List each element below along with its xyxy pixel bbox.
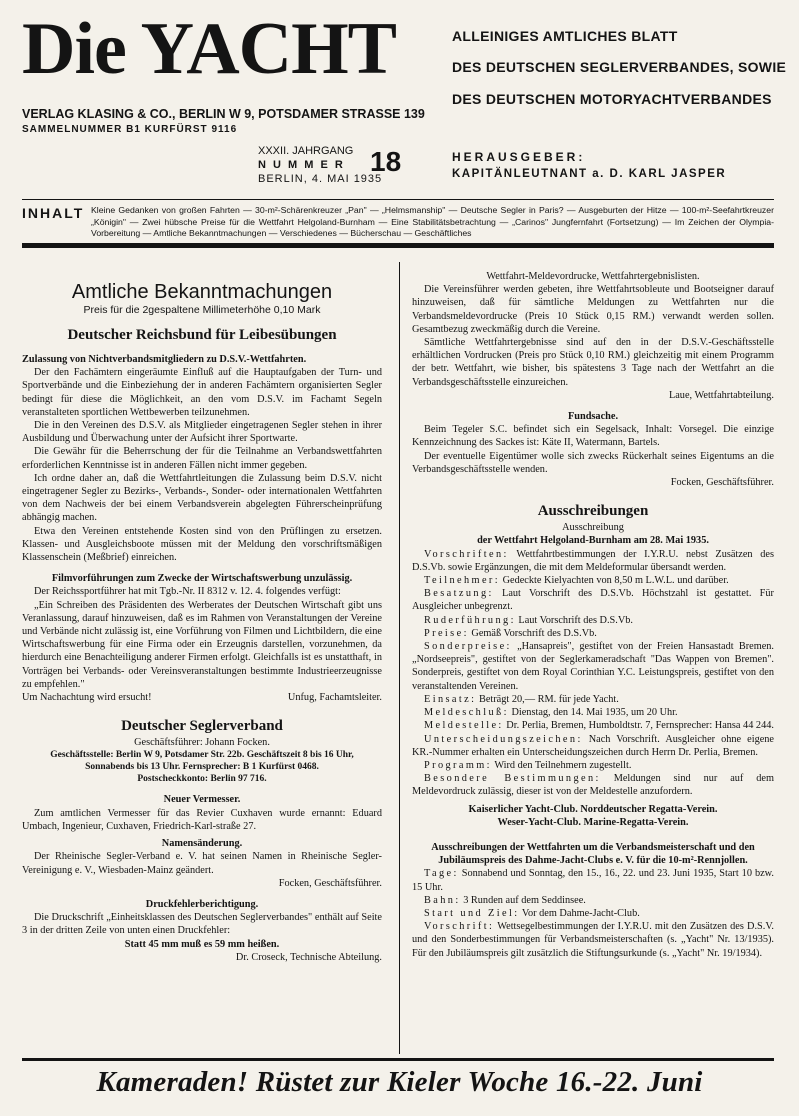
ausschreibung-item xyxy=(412,706,774,719)
film-title: Filmvorführungen zum Zwecke der Wirtschaftswerbung unzulässig. xyxy=(51,573,353,585)
film-request: Um Nachachtung wird ersucht! xyxy=(22,692,152,704)
ausschreibung-item xyxy=(412,772,774,798)
dahme-title: Ausschreibungen der Wettfahrten um die Verbandsmeisterschaft und den Jubiläumspreis des Dahme-Jacht-Clubs e. V. für die 10-m²-Rennjollen. xyxy=(431,841,755,867)
issue-block xyxy=(258,144,426,186)
dahme-item-text: 3 Runden auf dem Seddinsee. xyxy=(463,894,586,906)
tagline-line-1: ALLEINIGES AMTLICHES BLATT xyxy=(452,28,678,44)
ausschreibung-items xyxy=(412,548,774,799)
inhalt-top-rule xyxy=(22,199,774,200)
right-column xyxy=(412,270,774,960)
ausschreibung-item-text: „Hansapreis", gestiftet von der Freien Hansastadt Bremen. „Nordseepreis", gestiftet von der Seglerkameradschaft "Das Wappen von Bremen". Sonderpreis, gestiftet von dem Royal Corinthian Y.C. Leistungspreis, gestiftet von den veranstaltenden Vereinen. xyxy=(412,641,774,692)
footer-banner: Kameraden! Rüstet zur Kieler Woche 16.-22. Juni xyxy=(96,1066,703,1098)
ausschreibung-item-text: Beträgt 20,— RM. für jede Yacht. xyxy=(478,693,619,705)
issue-number: 18 xyxy=(370,146,402,177)
ausschreibung-item xyxy=(412,640,774,693)
clubs-line-2: Weser-Yacht-Club. Marine-Regatta-Verein. xyxy=(497,816,689,828)
vermesser-text: Zum amtlichen Vermesser für das Revier Cuxhaven wurde ernannt: Eduard Umbach, Ingenieur, Cuxhaven, Friedrich-Karl-straße 27. xyxy=(22,807,382,832)
zulassung-paragraph-1: Der den Fachämtern eingeräumte Einfluß auf die Hauptaufgaben der Turn- und Sportverbände und die Einbeziehung der in anderen Fachämtern organisierten Segler bedingt für diese die Möglichkeit, an den vom D.S.V. im Fachamt Segeln veranstalteten sportlichen Wettbewerben teilzunehmen. xyxy=(22,367,382,418)
melde-paragraph-1: Die Vereinsführer werden gebeten, ihre Wettfahrtsobleute und Bootseigner darauf hinzuweisen, daß für sämtliche Meldungen zu Wettfahrten nur die Verbandsmeldevordrucke (Preis 10 Stück 0,15 RM.) verwandt werden sollen. Gesamtbezug zweckmäßig durch die Vereine. xyxy=(412,284,774,335)
namens-text: Der Rheinische Segler-Verband e. V. hat seinen Namen in Rheinische Segler-Vereinigung e. V., Wiesbaden-Mainz geändert. xyxy=(22,851,382,876)
melde-paragraph-2: Sämtliche Wettfahrtergebnisse sind auf den in der D.S.V.-Geschäftsstelle erhältlichen Vordrucken (Preis pro Stück 0,10 RM.) gleichzeitig mit einem Programm der betr. Wettfahrt, wie bisher, bis spätestens 3 Tage nach der Wettfahrt an die Verbandsgeschäftsstelle einzureichen. xyxy=(412,337,774,388)
namens-title: Namensänderung. xyxy=(161,838,243,850)
ausschreibung-item-label: Unterscheidungszeichen: xyxy=(424,733,583,745)
zulassung-paragraph-4: Ich ordne daher an, daß die Wettfahrtleitungen die Zulassung beim D.S.V. nicht eingetragener Segler zu Bezirks-, Verbands-, Sonder- oder internationalen Wettfahrten von dem Nachweis der bei einem Verbandsverein abgelegten Führerscheinprüfung abhängig machen. xyxy=(22,472,382,524)
vermesser-title: Neuer Vermesser. xyxy=(163,794,241,806)
ausschreibung-item-label: Ruderführung: xyxy=(424,614,516,626)
publisher-line: VERLAG KLASING & CO., BERLIN W 9, POTSDAMER STRASSE 139 xyxy=(22,107,425,121)
ausschreibung-item xyxy=(412,733,774,759)
office-line-2: Sonnabends bis 13 Uhr. Fernsprecher: B 1 Kurfürst 0468. xyxy=(85,762,319,773)
film-signature: Unfug, Fachamtsleiter. xyxy=(287,692,382,704)
office-line-3: Postscheckkonto: Berlin 97 716. xyxy=(137,774,267,785)
ausschreibung-item xyxy=(412,574,774,587)
herausgeber-label: HERAUSGEBER: xyxy=(452,150,586,164)
dahme-item xyxy=(412,907,774,920)
ausschreibung-item-text: Gemäß Vorschrift des D.S.Vb. xyxy=(471,627,597,639)
zulassung-paragraph-5: Etwa den Vereinen entstehende Kosten sind von den Prüflingen zu ersetzen. Klassen- und Ausgleichsboote müssen mit der Meldung den vorschriftsmäßigen Klassenschein (Meßbrief) einreichen. xyxy=(22,525,382,564)
melde-signature: Laue, Wettfahrtabteilung. xyxy=(668,389,774,401)
fund-paragraph-1: Beim Tegeler S.C. befindet sich ein Segelsack, Inhalt: Vorsegel. Die einzige Kennzeichnung des Sackes ist: Käte II, Watermann, Bartels. xyxy=(412,424,774,449)
ausschreibung-item-label: Einsatz: xyxy=(424,693,477,705)
masthead-title: Die YACHT xyxy=(22,8,397,90)
sammelnummer-line: SAMMELNUMMER B1 KURFÜRST 9116 xyxy=(22,124,238,135)
ausschreibung-item-label: Besondere Bestimmungen: xyxy=(424,773,601,785)
ausschreibung-item-label: Vorschriften: xyxy=(424,548,509,560)
ausschreibung-item-text: Wird den Teilnehmern zugestellt. xyxy=(494,759,632,771)
inhalt-label: INHALT xyxy=(22,205,85,221)
ausschreibung-item-label: Sonderpreise: xyxy=(424,641,512,653)
druck-text: Die Druckschrift „Einheitsklassen des Deutschen Seglerverbandes" enthält auf Seite 3 in der dritten Zeile von unten einen Druckfehler: xyxy=(22,912,382,937)
zulassung-paragraph-3: Die Gewähr für die Beherrschung der für die Teilnahme an Verbandswettfahrten erforderlichen Kenntnisse ist in anderen Fällen nicht immer gegeben. xyxy=(22,446,382,471)
ausschreibung-item-text: Laut Vorschrift des D.S.Vb. Höchstzahl ist gestattet. Für Ausgleicher unbegrenzt. xyxy=(412,588,774,613)
ausschreibung-item-text: Dienstag, den 14. Mai 1935, um 20 Uhr. xyxy=(511,707,678,719)
price-note: Preis für die 2gespaltene Millimeterhöhe 0,10 Mark xyxy=(83,304,321,316)
clubs-line-1: Kaiserlicher Yacht-Club. Norddeutscher Regatta-Verein. xyxy=(468,803,718,815)
ausschreibung-item xyxy=(412,759,774,772)
zulassung-title: Zulassung von Nichtverbandsmitgliedern zu D.S.V.-Wettfahrten. xyxy=(22,354,307,365)
druck-signature: Dr. Croseck, Technische Abteilung. xyxy=(235,951,382,963)
dahme-item xyxy=(412,867,774,893)
ausschreibung-item xyxy=(412,627,774,640)
druck-title: Druckfehlerberichtigung. xyxy=(145,898,259,910)
issue-date: BERLIN, 4. MAI 1935 xyxy=(258,173,383,185)
ausschreibung-item-label: Meldeschluß: xyxy=(424,707,509,719)
dahme-items xyxy=(412,867,774,959)
melde-title: Wettfahrt-Meldevordrucke, Wettfahrtergebnislisten. xyxy=(486,271,700,282)
druck-fix: Statt 45 mm muß es 59 mm heißen. xyxy=(124,938,280,950)
jahrgang: XXXII. JAHRGANG xyxy=(258,145,354,157)
ausschreibungen-heading: Ausschreibungen xyxy=(537,503,649,520)
fund-signature: Focken, Geschäftsführer. xyxy=(670,477,774,489)
footer-rule xyxy=(22,1058,774,1061)
film-signature-row xyxy=(22,691,382,704)
ausschreibung-item-text: Nach Vorschrift. Ausgleicher ohne eigene KR.-Nummer erhalten ein Unterscheidungszeichen durch Herrn Dr. Perlia, Bremen. xyxy=(412,733,775,758)
ausschreibung-item xyxy=(412,693,774,706)
ausschreibung-item xyxy=(412,548,774,574)
film-paragraph: Der Reichssportführer hat mit Tgb.-Nr. II 8312 v. 12. 4. folgendes verfügt: xyxy=(34,586,341,598)
left-column xyxy=(22,280,382,964)
dahme-item-label: Vorschrift: xyxy=(424,921,495,933)
amtliche-heading: Amtliche Bekanntmachungen xyxy=(71,281,333,303)
inhalt-text: Kleine Gedanken von großen Fahrten — 30-m²-Schärenkreuzer „Pan" — „Helmsmanship" — Deutsche Segler in Paris? — Ausgeburten der Hitze — 100-m²-Seefahrtkreuzer „Königin" — Zwei hübsche Preise für die Wettfahrt Helgoland-Burnham — Eine Stabilitätsbetrachtung — „Carinos" Jungfernfahrt (Fortsetzung) — Im Zeichen der Olympia-Vorbereitung — Amtliche Bekanntmachungen — Verschiedenes — Bücherschau — Geschäftliches xyxy=(91,205,774,238)
ausschreibung-item-label: Teilnehmer: xyxy=(424,575,500,587)
fund-paragraph-2: Der eventuelle Eigentümer wolle sich zwecks Rückerhalt seines Eigentums an die Verbandsgeschäftsstelle wenden. xyxy=(412,450,774,475)
seglerverband-gf: Geschäftsführer: Johann Focken. xyxy=(134,737,270,749)
ausschreibung-event: der Wettfahrt Helgoland-Burnham am 28. Mai 1935. xyxy=(477,535,709,547)
ausschreibung-item xyxy=(412,719,774,732)
inhalt-bottom-rule xyxy=(22,243,774,248)
ausschreibung-item-text: Gedeckte Kielyachten von 8,50 m L.W.L. und darüber. xyxy=(502,575,729,587)
ausschreibung-item-text: Meldungen sind nur auf dem Meldevordruck zulässig, dieser ist von der Meldestelle anzufordern. xyxy=(412,773,774,798)
zulassung-paragraph-2: Die in den Vereinen des D.S.V. als Mitglieder eingetragenen Segler stehen in ihrer Ausbildung und Überwachung unter der Aufsicht ihrer Sportwarte. xyxy=(22,420,382,445)
column-divider xyxy=(399,262,400,1054)
dahme-item-label: Bahn: xyxy=(424,894,461,906)
ausschreibung-item xyxy=(412,614,774,627)
ausschreibung-item-label: Preise: xyxy=(424,627,469,639)
dahme-item-text: Wettsegelbestimmungen der I.Y.R.U. mit den Zusätzen des D.S.V. und den Sonderbestimmungen für Verbandsmeisterschaften (s. „Yacht" Nr. 13/1935). Für den Jubiläumspreis gilt zusätzlich die Stiftungsurkunde (s. „Yacht" Nr. 19/1934). xyxy=(412,921,775,959)
tagline-line-2: DES DEUTSCHEN SEGLERVERBANDES, SOWIE xyxy=(452,59,787,75)
dahme-item-text: Vor dem Dahme-Jacht-Club. xyxy=(521,907,640,919)
reichsbund-heading: Deutscher Reichsbund für Leibesübungen xyxy=(67,327,337,343)
dahme-item xyxy=(412,894,774,907)
ausschreibung-item-text: Dr. Perlia, Bremen, Humboldtstr. 7, Fernsprecher: Hansa 44 244. xyxy=(506,720,774,732)
ausschreibung-item-text: Wettfahrtbestimmungen der I.Y.R.U. nebst Zusätzen des D.S.Vb. sowie Ergänzungen, die mit dem Meldeformular übersandt werden. xyxy=(412,548,774,573)
ausschreibung-sub: Ausschreibung xyxy=(562,522,624,534)
editor-name: KAPITÄNLEUTNANT a. D. KARL JASPER xyxy=(452,168,727,180)
ausschreibung-item xyxy=(412,587,774,613)
film-quote: „Ein Schreiben des Präsidenten des Werberates der Deutschen Wirtschaft gibt uns Veranlassung, darauf hinzuweisen, daß es im Rahmen von Veranstaltungen der Vereine und Verbände nicht zulässig ist, eine Vorführung von Filmen und Lichtbildern, die eine Wirtschaftswerbung für eine Firma oder ein Erzeugnis darstellen, vorzunehmen, da hierdurch eine Benachteiligung anderer Firmen erfolgt. Gleichfalls ist es unstatthaft, in Vorträgen bei Verbands- oder Vereinsveranstaltungen bestimmte Industrieerzeugnisse zu empfehlen." xyxy=(22,599,382,690)
seglerverband-heading: Deutscher Seglerverband xyxy=(121,718,283,735)
nummer-label: N U M M E R xyxy=(258,159,345,171)
fund-title: Fundsache. xyxy=(567,411,619,423)
dahme-item-text: Sonnabend und Sonntag, den 15., 16., 22. und 23. Juni 1935, Start 10 bzw. 15 Uhr. xyxy=(412,868,775,893)
dahme-item-label: Start und Ziel: xyxy=(424,907,520,919)
tagline-line-3: DES DEUTSCHEN MOTORYACHTVERBANDES xyxy=(452,91,772,107)
namens-signature: Focken, Geschäftsführer. xyxy=(278,877,382,889)
ausschreibung-item-label: Besatzung: xyxy=(424,588,494,600)
dahme-item-label: Tage: xyxy=(424,868,459,880)
ausschreibung-item-label: Meldestelle: xyxy=(424,720,504,732)
ausschreibung-item-label: Programm: xyxy=(424,759,492,771)
ausschreibung-item-text: Laut Vorschrift des D.S.Vb. xyxy=(518,614,633,626)
dahme-item xyxy=(412,920,774,960)
office-line-1: Geschäftsstelle: Berlin W 9, Potsdamer Str. 22b. Geschäftszeit 8 bis 16 Uhr, xyxy=(50,750,354,761)
